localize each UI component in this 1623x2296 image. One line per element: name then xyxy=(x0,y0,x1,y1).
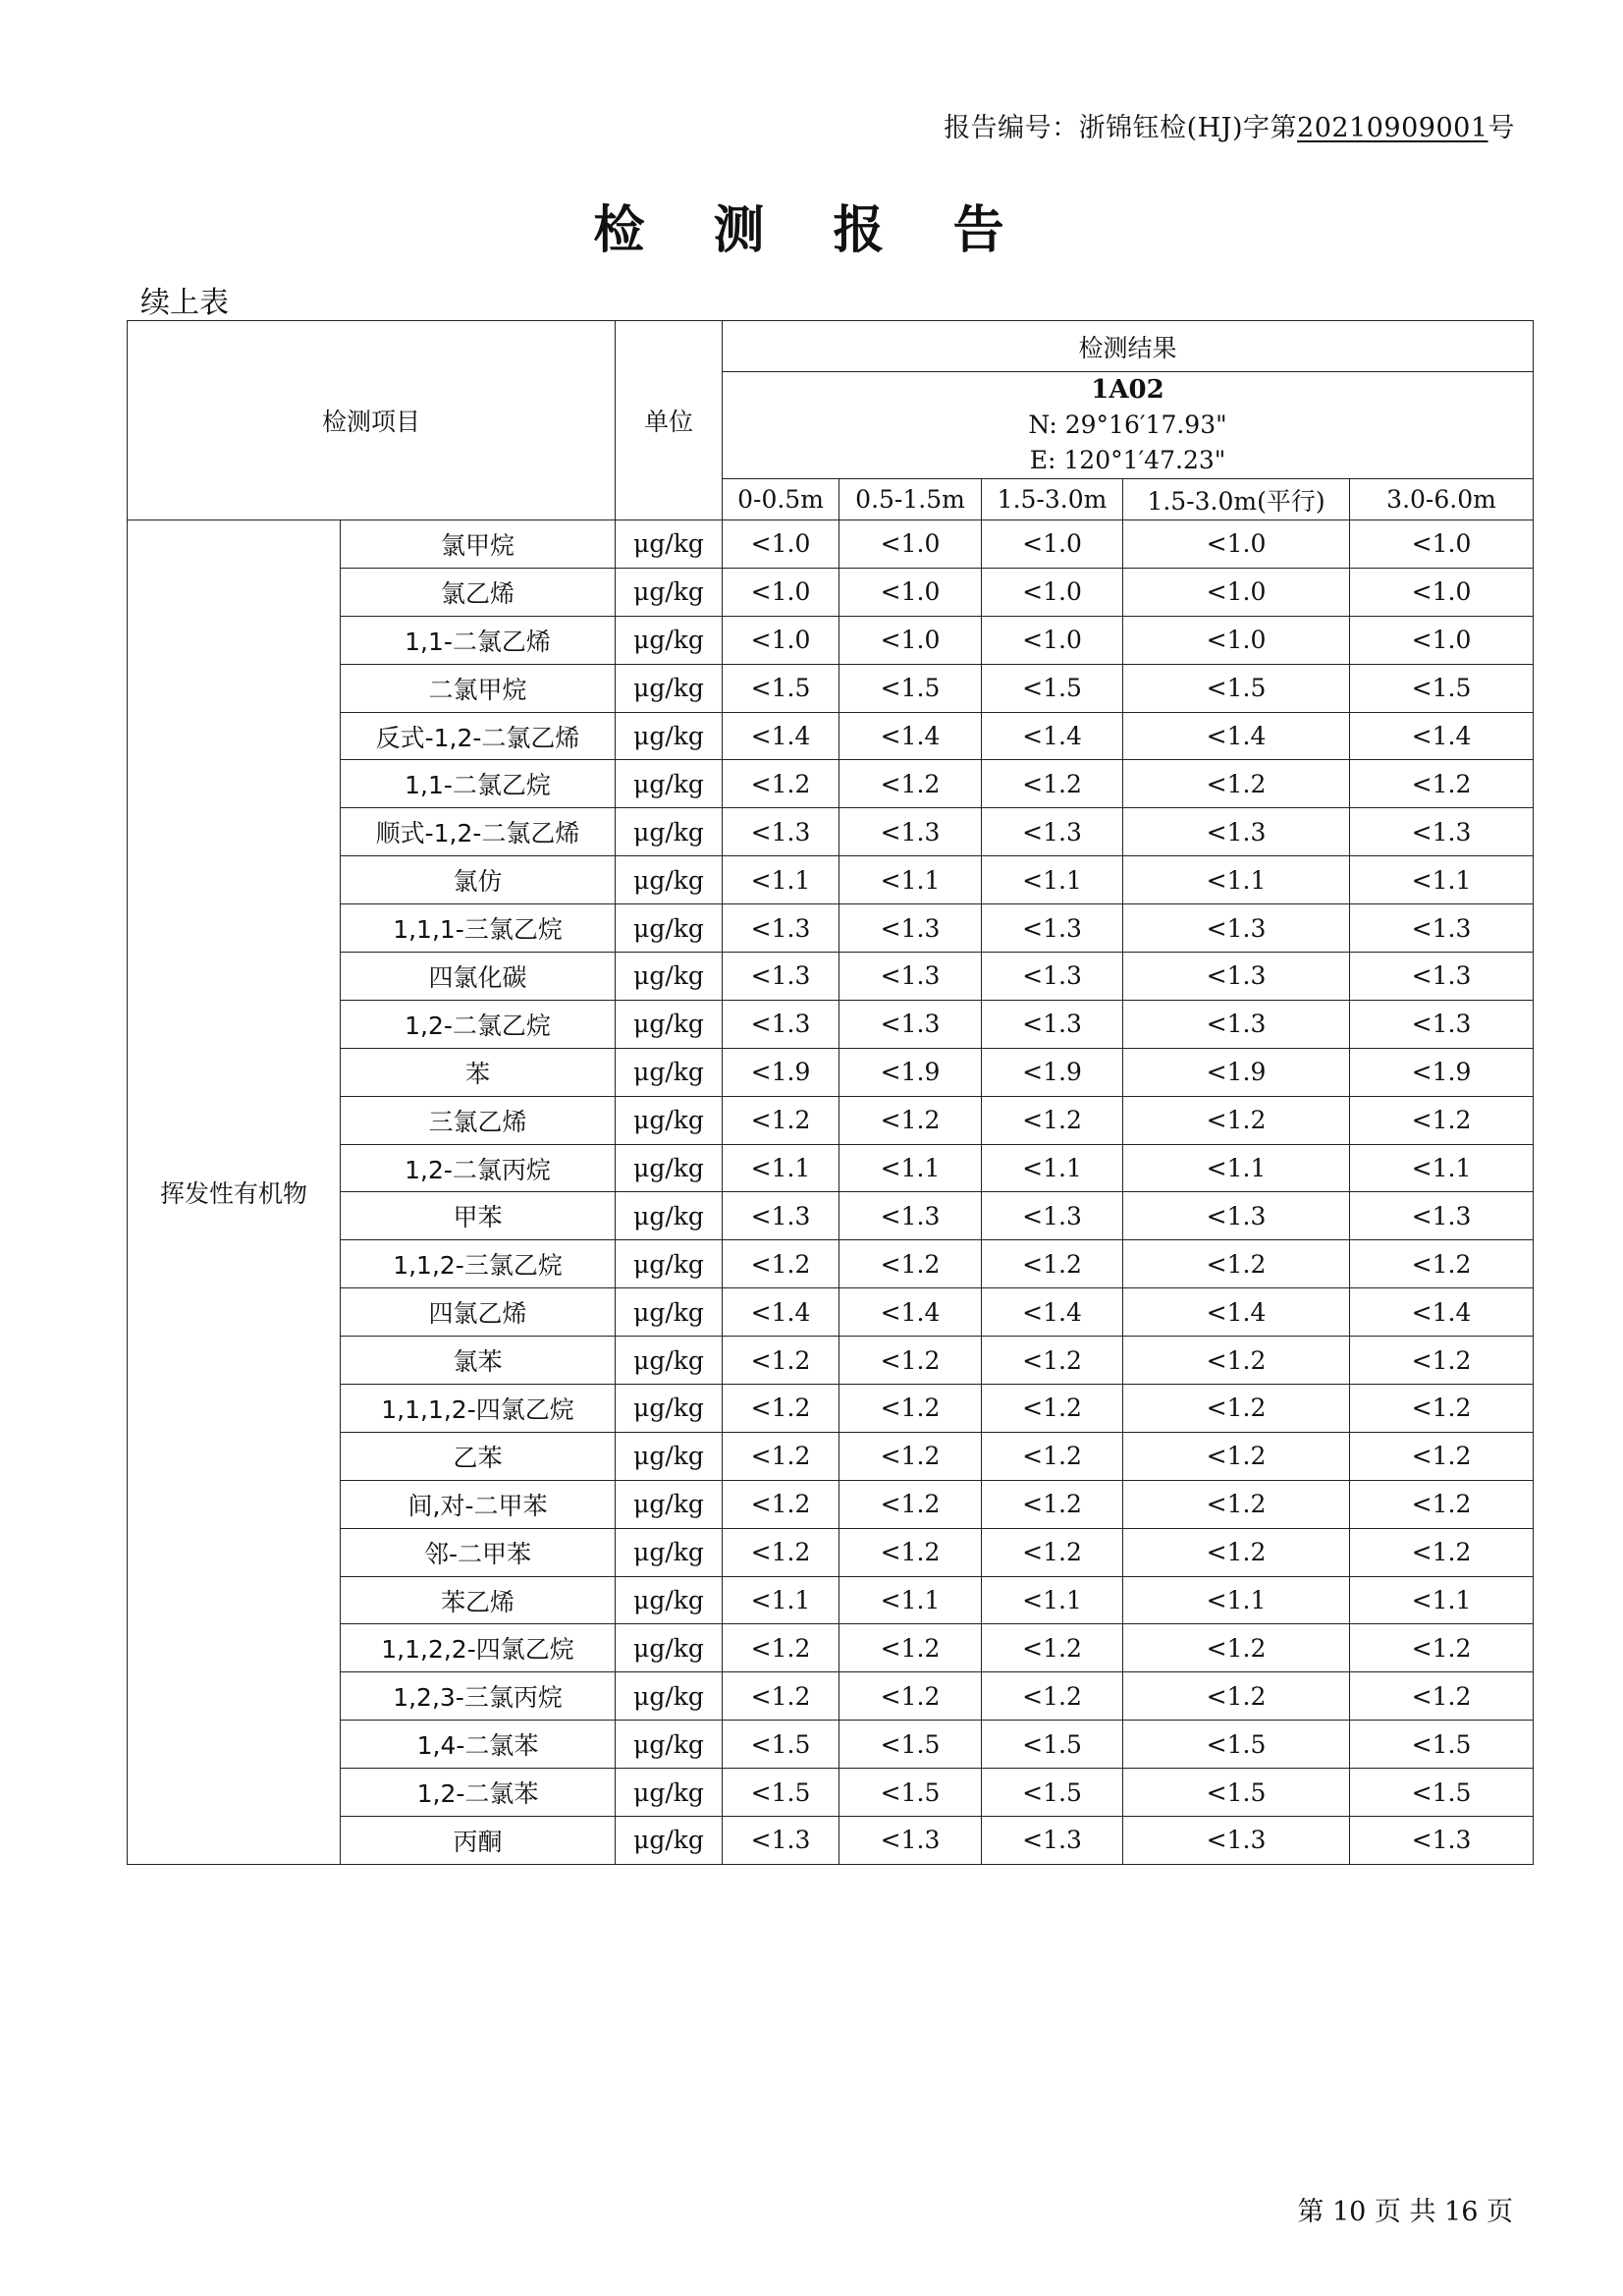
result-value: <1.3 xyxy=(723,1817,839,1865)
header-unit: 单位 xyxy=(616,321,723,520)
unit-cell: μg/kg xyxy=(616,1528,723,1576)
result-value: <1.3 xyxy=(1350,1000,1534,1048)
result-value: <1.2 xyxy=(723,1432,839,1480)
results-table xyxy=(127,320,1534,1865)
depth-header: 1.5-3.0m(平行) xyxy=(1123,479,1350,520)
result-value: <1.4 xyxy=(839,1288,982,1337)
result-value: <1.2 xyxy=(839,1096,982,1144)
item-name: 反式-1,2-二氯乙烯 xyxy=(341,712,616,760)
report-number-prefix: 报告编号：浙锦钰检(HJ)字第 xyxy=(944,113,1298,143)
item-name: 1,2-二氯苯 xyxy=(341,1769,616,1817)
result-value: <1.2 xyxy=(1350,1528,1534,1576)
result-value: <1.1 xyxy=(1350,1144,1534,1192)
site-info xyxy=(723,372,1534,479)
item-name: 苯乙烯 xyxy=(341,1576,616,1624)
result-value: <1.4 xyxy=(1123,712,1350,760)
result-value: <1.3 xyxy=(839,1817,982,1865)
page-number: 第 10 页 共 16 页 xyxy=(1297,2197,1513,2227)
result-value: <1.1 xyxy=(839,1576,982,1624)
result-value: <1.2 xyxy=(839,1337,982,1385)
item-name: 1,1,2,2-四氯乙烷 xyxy=(341,1624,616,1672)
result-value: <1.1 xyxy=(839,856,982,904)
result-value: <1.2 xyxy=(1350,1624,1534,1672)
result-value: <1.9 xyxy=(1123,1048,1350,1096)
item-name: 甲苯 xyxy=(341,1192,616,1240)
result-value: <1.1 xyxy=(1350,1576,1534,1624)
item-name: 二氯甲烷 xyxy=(341,664,616,712)
unit-cell: μg/kg xyxy=(616,760,723,808)
page-title: 检 测 报 告 xyxy=(593,201,1030,260)
result-value: <1.2 xyxy=(1123,1096,1350,1144)
unit-cell: μg/kg xyxy=(616,1432,723,1480)
result-value: <1.2 xyxy=(982,1240,1123,1288)
result-value: <1.2 xyxy=(723,1672,839,1721)
result-value: <1.3 xyxy=(1123,904,1350,953)
unit-cell: μg/kg xyxy=(616,904,723,953)
unit-cell: μg/kg xyxy=(616,1240,723,1288)
result-value: <1.2 xyxy=(723,1624,839,1672)
result-value: <1.2 xyxy=(1123,760,1350,808)
result-value: <1.0 xyxy=(723,568,839,616)
result-value: <1.4 xyxy=(1350,1288,1534,1337)
depth-header: 1.5-3.0m xyxy=(982,479,1123,520)
result-value: <1.3 xyxy=(1123,1192,1350,1240)
result-value: <1.2 xyxy=(723,1337,839,1385)
result-value: <1.0 xyxy=(723,520,839,569)
item-name: 1,1,1,2-四氯乙烷 xyxy=(341,1385,616,1433)
result-value: <1.5 xyxy=(723,1769,839,1817)
result-value: <1.2 xyxy=(982,1480,1123,1528)
result-value: <1.2 xyxy=(982,1385,1123,1433)
item-name: 1,1,2-三氯乙烷 xyxy=(341,1240,616,1288)
result-value: <1.3 xyxy=(723,953,839,1001)
unit-cell: μg/kg xyxy=(616,712,723,760)
result-value: <1.5 xyxy=(839,664,982,712)
result-value: <1.5 xyxy=(982,1721,1123,1769)
result-value: <1.5 xyxy=(982,1769,1123,1817)
result-value: <1.3 xyxy=(839,1000,982,1048)
result-value: <1.4 xyxy=(839,712,982,760)
site-id: 1A02 xyxy=(1091,375,1164,405)
unit-cell: μg/kg xyxy=(616,520,723,569)
result-value: <1.2 xyxy=(1123,1672,1350,1721)
result-value: <1.5 xyxy=(1350,1721,1534,1769)
result-value: <1.3 xyxy=(723,1192,839,1240)
result-value: <1.0 xyxy=(839,568,982,616)
result-value: <1.0 xyxy=(839,616,982,664)
result-value: <1.4 xyxy=(723,712,839,760)
result-value: <1.2 xyxy=(1350,1480,1534,1528)
result-value: <1.5 xyxy=(1350,664,1534,712)
result-value: <1.9 xyxy=(982,1048,1123,1096)
result-value: <1.2 xyxy=(723,1096,839,1144)
result-value: <1.2 xyxy=(1350,1240,1534,1288)
header-item: 检测项目 xyxy=(128,321,616,520)
result-value: <1.3 xyxy=(839,953,982,1001)
unit-cell: μg/kg xyxy=(616,568,723,616)
item-name: 丙酮 xyxy=(341,1817,616,1865)
result-value: <1.2 xyxy=(1350,1432,1534,1480)
result-value: <1.2 xyxy=(723,1528,839,1576)
result-value: <1.3 xyxy=(1123,808,1350,856)
result-value: <1.3 xyxy=(982,808,1123,856)
table-row xyxy=(128,520,1534,569)
item-name: 乙苯 xyxy=(341,1432,616,1480)
result-value: <1.2 xyxy=(1350,1385,1534,1433)
item-name: 1,4-二氯苯 xyxy=(341,1721,616,1769)
result-value: <1.2 xyxy=(982,1337,1123,1385)
unit-cell: μg/kg xyxy=(616,856,723,904)
result-value: <1.5 xyxy=(1350,1769,1534,1817)
result-value: <1.1 xyxy=(1123,1576,1350,1624)
result-value: <1.3 xyxy=(982,1192,1123,1240)
unit-cell: μg/kg xyxy=(616,1192,723,1240)
result-value: <1.5 xyxy=(839,1769,982,1817)
results-body xyxy=(128,520,1534,1865)
result-value: <1.3 xyxy=(982,953,1123,1001)
result-value: <1.3 xyxy=(982,1000,1123,1048)
result-value: <1.9 xyxy=(839,1048,982,1096)
result-value: <1.4 xyxy=(1350,712,1534,760)
item-name: 氯仿 xyxy=(341,856,616,904)
continued-label: 续上表 xyxy=(140,286,229,320)
result-value: <1.3 xyxy=(1350,1817,1534,1865)
unit-cell: μg/kg xyxy=(616,1817,723,1865)
unit-cell: μg/kg xyxy=(616,1385,723,1433)
result-value: <1.2 xyxy=(839,1240,982,1288)
result-value: <1.5 xyxy=(982,664,1123,712)
result-value: <1.2 xyxy=(1123,1240,1350,1288)
item-name: 1,1-二氯乙烷 xyxy=(341,760,616,808)
unit-cell: μg/kg xyxy=(616,1337,723,1385)
result-value: <1.2 xyxy=(1123,1624,1350,1672)
item-name: 氯甲烷 xyxy=(341,520,616,569)
result-value: <1.1 xyxy=(982,856,1123,904)
item-name: 1,1,1-三氯乙烷 xyxy=(341,904,616,953)
result-value: <1.0 xyxy=(1123,520,1350,569)
item-name: 1,2,3-三氯丙烷 xyxy=(341,1672,616,1721)
result-value: <1.0 xyxy=(1123,568,1350,616)
result-value: <1.1 xyxy=(723,856,839,904)
result-value: <1.2 xyxy=(1350,1672,1534,1721)
report-number xyxy=(944,106,1515,144)
result-value: <1.3 xyxy=(1123,1817,1350,1865)
result-value: <1.1 xyxy=(723,1576,839,1624)
item-name: 1,1-二氯乙烯 xyxy=(341,616,616,664)
item-name: 三氯乙烯 xyxy=(341,1096,616,1144)
result-value: <1.2 xyxy=(723,760,839,808)
result-value: <1.2 xyxy=(1123,1385,1350,1433)
result-value: <1.2 xyxy=(982,1096,1123,1144)
result-value: <1.3 xyxy=(723,1000,839,1048)
unit-cell: μg/kg xyxy=(616,808,723,856)
result-value: <1.2 xyxy=(982,1432,1123,1480)
result-value: <1.3 xyxy=(839,808,982,856)
unit-cell: μg/kg xyxy=(616,1288,723,1337)
result-value: <1.0 xyxy=(1350,616,1534,664)
result-value: <1.1 xyxy=(723,1144,839,1192)
result-value: <1.5 xyxy=(1123,1721,1350,1769)
result-value: <1.2 xyxy=(1350,760,1534,808)
result-value: <1.0 xyxy=(982,520,1123,569)
unit-cell: μg/kg xyxy=(616,1721,723,1769)
result-value: <1.2 xyxy=(982,760,1123,808)
unit-cell: μg/kg xyxy=(616,1624,723,1672)
result-value: <1.3 xyxy=(1350,1192,1534,1240)
result-value: <1.2 xyxy=(839,1528,982,1576)
result-value: <1.3 xyxy=(1350,808,1534,856)
result-value: <1.4 xyxy=(982,1288,1123,1337)
result-value: <1.2 xyxy=(839,1624,982,1672)
unit-cell: μg/kg xyxy=(616,616,723,664)
result-value: <1.2 xyxy=(982,1528,1123,1576)
item-name: 1,2-二氯乙烷 xyxy=(341,1000,616,1048)
unit-cell: μg/kg xyxy=(616,1000,723,1048)
result-value: <1.9 xyxy=(1350,1048,1534,1096)
unit-cell: μg/kg xyxy=(616,1144,723,1192)
result-value: <1.2 xyxy=(723,1240,839,1288)
category-cell: 挥发性有机物 xyxy=(128,520,341,1865)
site-latitude: N: 29°16′17.93" xyxy=(1028,410,1227,439)
result-value: <1.3 xyxy=(982,1817,1123,1865)
item-name: 四氯乙烯 xyxy=(341,1288,616,1337)
depth-header: 0-0.5m xyxy=(723,479,839,520)
result-value: <1.2 xyxy=(1123,1337,1350,1385)
unit-cell: μg/kg xyxy=(616,1096,723,1144)
result-value: <1.1 xyxy=(982,1576,1123,1624)
report-number-suffix: 号 xyxy=(1488,113,1515,143)
result-value: <1.1 xyxy=(982,1144,1123,1192)
site-longitude: E: 120°1′47.23" xyxy=(1029,446,1226,474)
result-value: <1.0 xyxy=(723,616,839,664)
item-name: 1,2-二氯丙烷 xyxy=(341,1144,616,1192)
item-name: 四氯化碳 xyxy=(341,953,616,1001)
result-value: <1.2 xyxy=(1123,1528,1350,1576)
result-value: <1.2 xyxy=(723,1385,839,1433)
result-value: <1.3 xyxy=(1123,1000,1350,1048)
result-value: <1.3 xyxy=(839,1192,982,1240)
report-number-value: 20210909001 xyxy=(1297,113,1488,143)
result-value: <1.2 xyxy=(839,1432,982,1480)
depth-header: 0.5-1.5m xyxy=(839,479,982,520)
result-value: <1.0 xyxy=(1350,520,1534,569)
result-value: <1.3 xyxy=(723,904,839,953)
result-value: <1.3 xyxy=(1350,904,1534,953)
result-value: <1.5 xyxy=(1123,1769,1350,1817)
result-value: <1.1 xyxy=(1123,856,1350,904)
item-name: 顺式-1,2-二氯乙烯 xyxy=(341,808,616,856)
result-value: <1.3 xyxy=(723,808,839,856)
result-value: <1.2 xyxy=(723,1480,839,1528)
unit-cell: μg/kg xyxy=(616,1480,723,1528)
result-value: <1.2 xyxy=(839,1480,982,1528)
item-name: 苯 xyxy=(341,1048,616,1096)
result-value: <1.0 xyxy=(839,520,982,569)
result-value: <1.3 xyxy=(982,904,1123,953)
result-value: <1.4 xyxy=(723,1288,839,1337)
result-value: <1.9 xyxy=(723,1048,839,1096)
result-value: <1.5 xyxy=(723,1721,839,1769)
unit-cell: μg/kg xyxy=(616,1672,723,1721)
item-name: 氯乙烯 xyxy=(341,568,616,616)
item-name: 邻-二甲苯 xyxy=(341,1528,616,1576)
result-value: <1.2 xyxy=(982,1624,1123,1672)
result-value: <1.5 xyxy=(839,1721,982,1769)
item-name: 间,对-二甲苯 xyxy=(341,1480,616,1528)
unit-cell: μg/kg xyxy=(616,953,723,1001)
unit-cell: μg/kg xyxy=(616,1576,723,1624)
result-value: <1.0 xyxy=(1123,616,1350,664)
header-results: 检测结果 xyxy=(723,321,1534,372)
unit-cell: μg/kg xyxy=(616,1048,723,1096)
result-value: <1.3 xyxy=(1123,953,1350,1001)
result-value: <1.2 xyxy=(839,760,982,808)
result-value: <1.0 xyxy=(982,616,1123,664)
unit-cell: μg/kg xyxy=(616,664,723,712)
result-value: <1.2 xyxy=(839,1672,982,1721)
item-name: 氯苯 xyxy=(341,1337,616,1385)
result-value: <1.3 xyxy=(839,904,982,953)
result-value: <1.0 xyxy=(982,568,1123,616)
result-value: <1.5 xyxy=(1123,664,1350,712)
depth-header: 3.0-6.0m xyxy=(1350,479,1534,520)
result-value: <1.3 xyxy=(1350,953,1534,1001)
result-value: <1.0 xyxy=(1350,568,1534,616)
result-value: <1.2 xyxy=(839,1385,982,1433)
result-value: <1.4 xyxy=(982,712,1123,760)
unit-cell: μg/kg xyxy=(616,1769,723,1817)
result-value: <1.2 xyxy=(1123,1432,1350,1480)
result-value: <1.1 xyxy=(839,1144,982,1192)
result-value: <1.2 xyxy=(1350,1337,1534,1385)
result-value: <1.1 xyxy=(1350,856,1534,904)
result-value: <1.1 xyxy=(1123,1144,1350,1192)
result-value: <1.4 xyxy=(1123,1288,1350,1337)
result-value: <1.5 xyxy=(723,664,839,712)
result-value: <1.2 xyxy=(1123,1480,1350,1528)
result-value: <1.2 xyxy=(1350,1096,1534,1144)
result-value: <1.2 xyxy=(982,1672,1123,1721)
